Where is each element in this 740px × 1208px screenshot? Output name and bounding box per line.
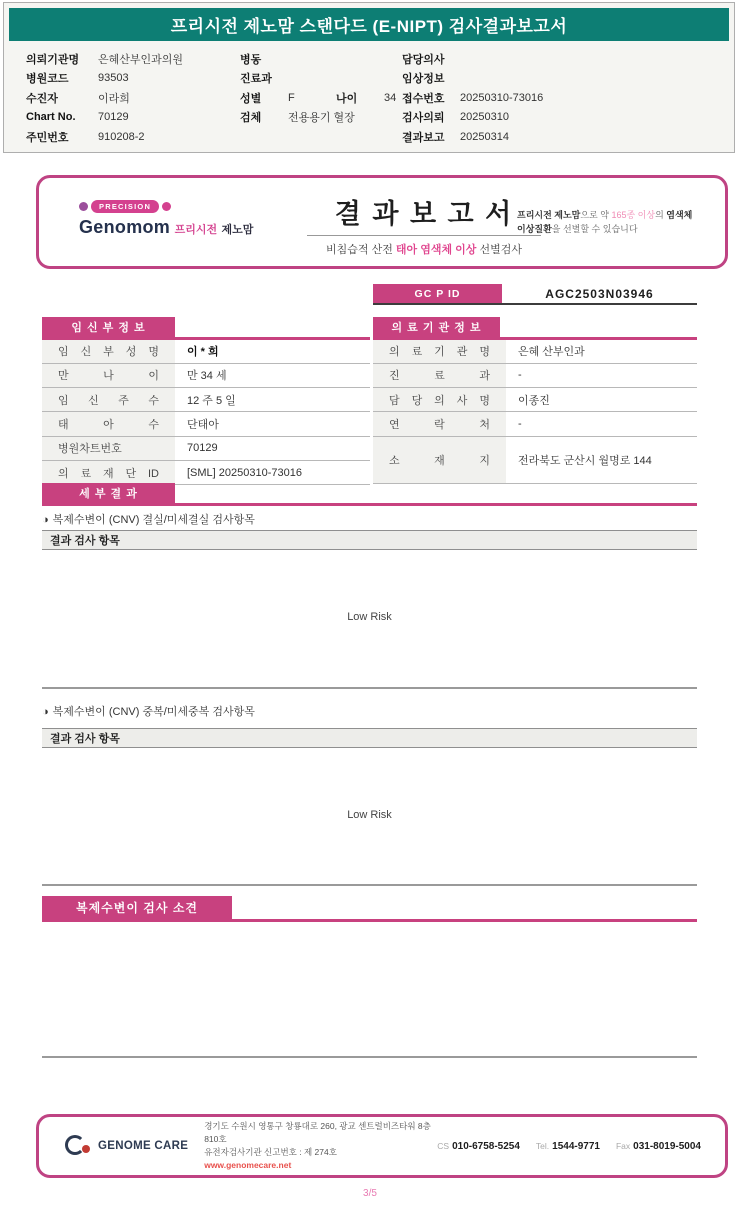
field-value: 70129 <box>98 111 129 124</box>
field-label: 담당의사 <box>402 53 445 66</box>
row-label: 임 신 부 성 명 <box>42 340 175 363</box>
result-subtitle <box>279 241 569 257</box>
contact-value: 031-8019-5004 <box>633 1140 701 1152</box>
field-row <box>26 88 238 108</box>
genome-care-logo-text: GENOME CARE <box>98 1140 189 1152</box>
genome-care-logo <box>65 1135 188 1157</box>
field-label: 병원코드 <box>26 73 69 86</box>
field-value: 이라희 <box>98 92 130 105</box>
field-value: 전용용기 혈장 <box>288 112 355 125</box>
field-row <box>402 108 714 128</box>
table-row <box>42 340 370 364</box>
field-label: 검사의뢰 <box>402 112 445 125</box>
subtitle-text: 비침습적 산전 <box>326 244 396 256</box>
clinic-info-table <box>373 340 697 485</box>
half-circle-icon: ◑ <box>42 514 49 526</box>
result-value: Low Risk <box>347 611 392 623</box>
table-row <box>42 461 370 485</box>
row-value: 이종진 <box>518 394 550 407</box>
tagline-bold: 염색체 이상질환 <box>517 210 693 234</box>
badge-label: PRECISION <box>91 200 159 213</box>
field-value: 34 <box>384 91 397 104</box>
mother-info-table <box>42 340 370 486</box>
row-label: 의 료 기 관 명 <box>373 340 506 363</box>
cnv-deletion-title <box>42 511 255 527</box>
field-row <box>240 108 402 128</box>
detail-results-header: 세 부 결 과 <box>42 483 175 503</box>
gc-p-id-row <box>373 284 697 305</box>
divider <box>42 687 697 689</box>
row-label: 담 당 의 사 명 <box>373 388 506 411</box>
logo-red-dot-icon <box>82 1145 90 1153</box>
badge-dot-icon <box>79 202 88 211</box>
table-row <box>42 437 370 461</box>
row-value: 단태아 <box>187 419 219 432</box>
brand-name <box>79 217 253 238</box>
footer-website: www.genomecare.net <box>204 1160 292 1171</box>
field-value: F <box>288 91 295 104</box>
logo-g-icon <box>65 1135 85 1155</box>
patient-info-col2 <box>240 49 402 127</box>
tagline-text: 을 선별할 수 있습니다 <box>551 223 638 234</box>
precision-badge <box>79 200 253 213</box>
detail-results-header-line <box>42 503 697 506</box>
table-row <box>373 437 697 485</box>
cs-contact <box>437 1141 520 1152</box>
field-row <box>240 88 402 108</box>
result-report-title: 결 과 보 고 서 <box>334 199 514 229</box>
field-value: 20250310 <box>460 111 509 124</box>
row-label: 병원차트번호 <box>42 437 175 460</box>
subtitle-text: 선별검사 <box>476 244 522 256</box>
tagline-text: 으로 약 <box>580 210 612 220</box>
row-value: 70129 <box>187 442 218 455</box>
cnv-duplication-title <box>42 703 255 719</box>
row-value: 은혜 산부인과 <box>518 346 585 359</box>
half-circle-icon: ◑ <box>42 706 49 718</box>
field-label: 나이 <box>336 92 358 105</box>
title-underline <box>307 235 541 236</box>
row-value: 전라북도 군산시 월명로 144 <box>518 454 652 467</box>
patient-info-col1 <box>26 49 238 147</box>
field-row <box>402 49 714 69</box>
patient-info-grid <box>4 49 734 152</box>
cnv-findings-header-line <box>42 919 697 922</box>
subtitle-highlight: 태아 염색체 이상 <box>395 244 477 256</box>
field-label: 의뢰기관명 <box>26 53 80 66</box>
field-label: 결과보고 <box>402 131 445 144</box>
field-label: 성별 <box>240 92 262 105</box>
field-label: Chart No. <box>26 111 76 124</box>
table-row <box>42 364 370 388</box>
field-label: 접수번호 <box>402 92 445 105</box>
tagline-bold: 프리시전 제노맘 <box>517 210 581 220</box>
row-value: - <box>518 418 522 431</box>
field-row <box>26 49 238 69</box>
contact-label: Fax <box>615 1140 631 1151</box>
row-value: 이 * 희 <box>187 346 219 359</box>
report-title-bar <box>9 8 729 41</box>
patient-info-col3 <box>402 49 714 147</box>
field-row <box>402 127 714 147</box>
field-row <box>26 69 238 89</box>
divider <box>42 1056 697 1058</box>
field-value: 은혜산부인과의원 <box>98 53 184 66</box>
row-value: 만 34 세 <box>187 370 227 383</box>
field-label: 검체 <box>240 112 262 125</box>
row-value: - <box>518 369 522 382</box>
row-label: 연 락 처 <box>373 412 506 435</box>
mother-info-header: 임 신 부 정 보 <box>42 317 175 337</box>
field-label: 진료과 <box>240 73 272 86</box>
brand-name-kr-dark: 제노맘 <box>221 224 254 236</box>
result-title-card <box>36 175 728 269</box>
result-value: Low Risk <box>347 809 392 821</box>
table-row <box>42 412 370 436</box>
field-value: 20250314 <box>460 130 509 143</box>
field-label: 주민번호 <box>26 131 69 144</box>
field-label: 수진자 <box>26 92 58 105</box>
footer-address: 경기도 수원시 영통구 창룡대로 260, 광교 센트럴비즈타워 8층 810호 <box>204 1120 431 1144</box>
gc-p-id-value: AGC2503N03946 <box>545 286 654 301</box>
footer-license: 유전자검사기관 신고번호 : 제 274호 <box>204 1147 337 1157</box>
tel-contact <box>536 1141 600 1152</box>
field-label: 병동 <box>240 53 262 66</box>
footer-company-info <box>204 1120 437 1173</box>
gc-p-id-label: GC P ID <box>373 284 502 303</box>
footer-contacts <box>437 1141 701 1152</box>
badge-dot-icon <box>162 202 171 211</box>
section-title-text: 복제수변이 (CNV) 중복/미세중복 검사항목 <box>52 706 255 718</box>
divider <box>42 884 697 886</box>
brand-name-en: Genomom <box>79 217 171 237</box>
field-value: 910208-2 <box>98 130 145 143</box>
genome-care-logo-icon <box>65 1135 91 1157</box>
report-title: 프리시전 제노맘 스탠다드 (E-NIPT) 검사결과보고서 <box>170 17 568 36</box>
fax-contact <box>616 1141 701 1152</box>
brand-tagline <box>517 209 699 237</box>
field-row <box>402 88 714 108</box>
genomom-logo <box>79 200 253 238</box>
field-row <box>240 49 402 69</box>
field-label: 임상정보 <box>402 73 445 86</box>
contact-value: 1544-9771 <box>552 1140 600 1152</box>
field-value: 20250310-73016 <box>460 91 544 104</box>
row-value: [SML] 20250310-73016 <box>187 466 302 479</box>
footer-card <box>36 1114 728 1178</box>
result-table-header: 결과 검사 항목 <box>42 728 697 748</box>
field-row <box>240 69 402 89</box>
row-label: 의 료 재 단 ID <box>42 461 175 484</box>
contact-value: 010-6758-5254 <box>452 1140 520 1152</box>
page-number: 3/5 <box>363 1188 377 1199</box>
field-row <box>26 127 238 147</box>
row-label: 소 재 지 <box>373 437 506 484</box>
row-label: 만 나 이 <box>42 364 175 387</box>
field-row <box>402 69 714 89</box>
table-row <box>373 388 697 412</box>
patient-header-section <box>3 2 735 153</box>
field-row <box>26 108 238 128</box>
section-title-text: 복제수변이 (CNV) 결실/미세결실 검사항목 <box>52 514 255 526</box>
table-row <box>373 412 697 436</box>
tagline-text: 의 <box>655 210 667 220</box>
row-value: 12 주 5 일 <box>187 394 236 407</box>
contact-label: CS <box>437 1140 450 1151</box>
table-row <box>42 388 370 412</box>
row-label: 태 아 수 <box>42 412 175 435</box>
result-table-header: 결과 검사 항목 <box>42 530 697 550</box>
row-label: 임 신 주 수 <box>42 388 175 411</box>
table-row <box>373 340 697 364</box>
tagline-pink: 165종 이상 <box>611 210 656 220</box>
table-row <box>373 364 697 388</box>
cnv-findings-header: 복제수변이 검사 소견 <box>42 896 232 919</box>
field-value: 93503 <box>98 72 129 85</box>
brand-name-kr-pink: 프리시전 <box>174 224 218 236</box>
row-label: 진 료 과 <box>373 364 506 387</box>
clinic-info-header: 의 료 기 관 정 보 <box>373 317 500 337</box>
contact-label: Tel. <box>535 1140 550 1151</box>
